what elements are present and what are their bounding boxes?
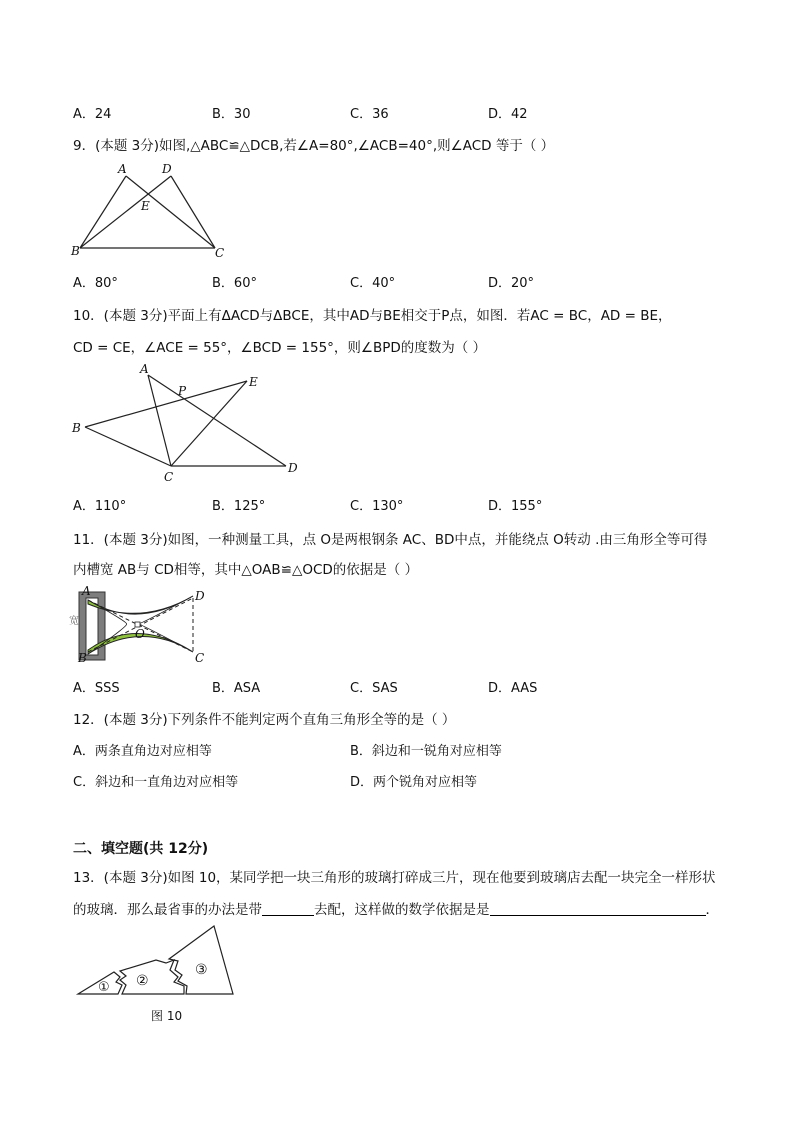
q10-line2: CD = CE，∠ACE = 55°，∠BCD = 155°，则∠BPD的度数为（ ） xyxy=(73,340,487,356)
q13-piece-2: ② xyxy=(136,973,149,989)
q9-label-e: E xyxy=(141,199,150,213)
q11-line1: 11．(本题 3分)如图，一种测量工具，点 O是两根钢条 AC、BD中点，并能绕点 O转动 .由三角形全等可得 xyxy=(73,532,708,548)
q9-label-c: C xyxy=(215,246,225,260)
q11-line2: 内槽宽 AB与 CD相等，其中△OAB≌△OCD的依据是（ ） xyxy=(73,562,419,578)
q8-option-c: C．36 xyxy=(350,107,389,122)
q13-line1: 13．(本题 3分)如图 10，某同学把一块三角形的玻璃打碎成三片，现在他要到玻璃店去配一块完全一样形状 xyxy=(73,870,716,886)
q11-option-a: A．SSS xyxy=(73,681,120,696)
q12-text: 12．(本题 3分)下列条件不能判定两个直角三角形全等的是（ ） xyxy=(73,712,456,728)
q8-option-b: B．30 xyxy=(212,107,251,122)
q10-label-a: A xyxy=(140,362,149,376)
q11-figure xyxy=(66,584,226,669)
q10-option-a: A．110° xyxy=(73,499,127,514)
q11-option-c: C．SAS xyxy=(350,681,398,696)
q12-option-c: C．斜边和一直角边对应相等 xyxy=(73,775,239,790)
q9-option-b: B．60° xyxy=(212,276,257,291)
q13-line2-part-a: 的玻璃．那么最省事的办法是带 xyxy=(73,902,262,918)
q12-option-b: B．斜边和一锐角对应相等 xyxy=(350,744,502,759)
q10-label-b: B xyxy=(72,421,81,435)
q10-option-d: D．155° xyxy=(488,499,543,514)
q10-option-b: B．125° xyxy=(212,499,266,514)
q11-side-char: 宽 xyxy=(69,616,79,627)
q10-label-c: C xyxy=(164,470,174,484)
q9-option-c: C．40° xyxy=(350,276,396,291)
q13-piece-3: ③ xyxy=(195,962,208,978)
q9-option-a: A．80° xyxy=(73,276,118,291)
q11-label-b: B xyxy=(78,651,87,665)
q13-line2-end: ． xyxy=(705,902,719,918)
q13-blank-1[interactable] xyxy=(262,901,314,916)
q10-label-d: D xyxy=(288,461,298,475)
q11-label-a: A xyxy=(82,584,91,598)
section-2-title: 二、填空题(共 12分) xyxy=(73,841,209,857)
q13-line2 xyxy=(73,898,719,918)
q11-option-d: D．AAS xyxy=(488,681,538,696)
q8-option-a: A．24 xyxy=(73,107,112,122)
q12-option-a: A．两条直角边对应相等 xyxy=(73,744,212,759)
q10-label-p: P xyxy=(178,384,187,398)
q10-line1: 10．(本题 3分)平面上有ΔACD与ΔBCE，其中AD与BE相交于P点，如图．若AC = BC，AD = BE， xyxy=(73,308,672,324)
q13-piece-1: ① xyxy=(98,980,110,995)
q10-option-c: C．130° xyxy=(350,499,404,514)
q13-figure-caption: 图 10 xyxy=(151,1009,183,1023)
q13-line2-part-b: 去配，这样做的数学依据是是 xyxy=(314,902,490,918)
q13-blank-2[interactable] xyxy=(490,901,706,916)
q10-label-e: E xyxy=(249,375,258,389)
q11-label-d: D xyxy=(195,589,205,603)
q9-text: 9．(本题 3分)如图,△ABC≌△DCB,若∠A=80°,∠ACB=40°,则∠ACD 等于（ ） xyxy=(73,138,555,154)
q9-label-a: A xyxy=(118,162,127,176)
q11-label-o: O xyxy=(135,627,145,641)
q9-label-b: B xyxy=(71,244,80,258)
q10-figure xyxy=(68,360,308,485)
q9-figure xyxy=(68,160,238,260)
q9-option-d: D．20° xyxy=(488,276,535,291)
q8-option-d: D．42 xyxy=(488,107,528,122)
q9-label-d: D xyxy=(162,162,172,176)
q13-figure xyxy=(74,922,239,1002)
q11-option-b: B．ASA xyxy=(212,681,261,696)
q12-option-d: D．两个锐角对应相等 xyxy=(350,775,478,790)
q11-label-c: C xyxy=(195,651,205,665)
